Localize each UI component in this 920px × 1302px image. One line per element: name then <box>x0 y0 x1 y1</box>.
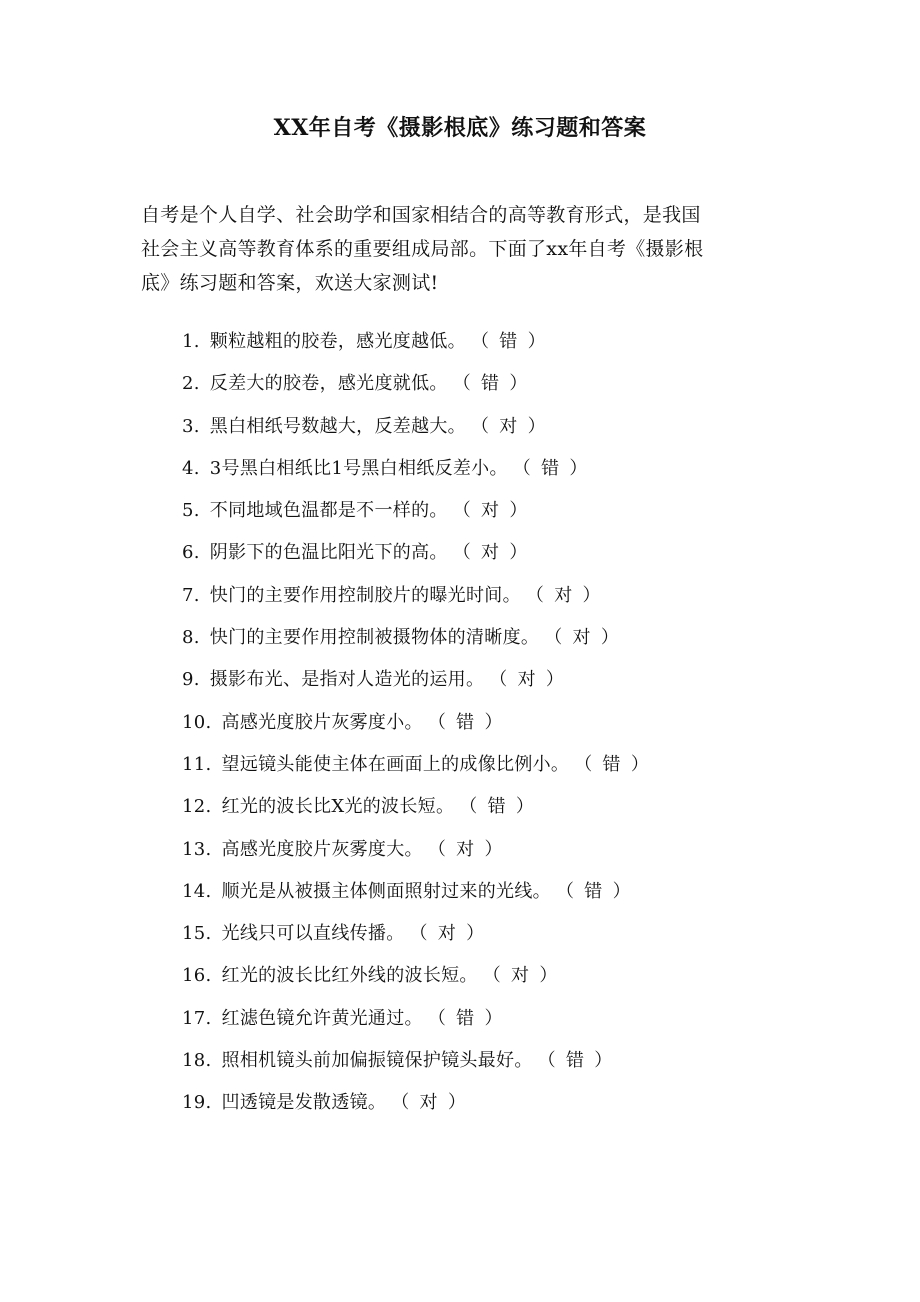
question-number: 9. <box>182 669 200 691</box>
list-item <box>182 663 802 705</box>
list-item <box>182 959 802 1001</box>
paren-open: （ <box>479 415 490 437</box>
paren-close: ） <box>509 373 528 395</box>
answer-group <box>437 1008 503 1029</box>
question-text: 3号黑白相纸比1号黑白相纸反差小。 <box>209 457 508 479</box>
list-item <box>182 579 802 621</box>
list-item <box>182 367 802 409</box>
intro-line: 社会主义高等教育体系的重要组成局部。下面了xx年自考《摄影根 <box>141 238 704 260</box>
list-item <box>182 410 802 452</box>
paren-close: ） <box>545 669 565 691</box>
list-item <box>182 706 802 748</box>
question-list <box>182 325 802 1129</box>
answer-value: 对 <box>437 923 457 945</box>
answer-value: 错 <box>541 457 560 479</box>
question-number: 15. <box>182 923 212 945</box>
question-text: 不同地域色温都是不一样的。 <box>209 500 448 522</box>
question-text: 快门的主要作用控制被摄物体的清晰度。 <box>209 627 540 649</box>
question-number: 7. <box>182 584 200 606</box>
answer-group <box>419 923 485 944</box>
answer-value: 错 <box>456 711 475 733</box>
question-text: 颗粒越粗的胶卷，感光度越低。 <box>209 331 466 352</box>
answer-group <box>437 839 503 860</box>
list-item <box>182 917 802 959</box>
paren-open: （ <box>491 965 502 987</box>
answer-value: 对 <box>517 669 536 691</box>
paren-open: （ <box>479 331 490 352</box>
list-item <box>182 536 802 578</box>
paren-open: （ <box>436 838 447 860</box>
document-title: XX年自考《摄影根底》练习题和答案 <box>273 115 647 141</box>
paren-close: ） <box>484 838 503 860</box>
question-number: 5. <box>182 500 200 522</box>
list-item <box>182 1044 802 1086</box>
answer-value: 错 <box>487 796 506 818</box>
answer-group <box>492 965 558 986</box>
answer-value: 错 <box>481 373 500 395</box>
question-number: 10. <box>182 711 212 733</box>
answer-group <box>535 585 601 606</box>
answer-group <box>468 796 534 817</box>
paren-open: （ <box>436 711 447 733</box>
question-text: 顺光是从被摄主体侧面照射过来的光线。 <box>221 880 551 902</box>
answer-value: 错 <box>602 753 621 775</box>
paren-close: ） <box>612 880 631 902</box>
list-item <box>182 452 802 494</box>
answer-group <box>553 627 619 648</box>
answer-value: 错 <box>499 331 518 352</box>
answer-group <box>498 669 564 690</box>
list-item <box>182 1086 802 1128</box>
list-item <box>182 748 802 790</box>
question-number: 17. <box>182 1007 212 1029</box>
answer-group <box>583 754 649 775</box>
paren-close: ） <box>515 796 535 818</box>
answer-group <box>462 542 528 563</box>
paren-open: （ <box>553 627 563 649</box>
answer-group <box>480 416 546 437</box>
paren-open: （ <box>498 669 508 691</box>
answer-value: 错 <box>584 880 603 902</box>
intro-line: 自考是个人自学、社会助学和国家相结合的高等教育形式，是我国 <box>141 204 701 226</box>
paren-open: （ <box>461 542 471 564</box>
question-text: 红光的波长比红外线的波长短。 <box>221 965 478 987</box>
answer-value: 对 <box>511 965 530 987</box>
question-number: 16. <box>182 965 212 987</box>
answer-value: 对 <box>554 584 573 606</box>
answer-group <box>462 373 528 394</box>
answer-group <box>462 500 528 521</box>
paren-close: ） <box>509 542 528 564</box>
paren-close: ） <box>600 627 620 649</box>
list-item <box>182 1002 802 1044</box>
answer-value: 对 <box>572 627 591 649</box>
question-number: 1. <box>182 331 200 352</box>
question-number: 11. <box>182 753 212 775</box>
paren-open: （ <box>583 753 593 775</box>
question-number: 19. <box>182 1092 212 1114</box>
answer-group <box>480 331 546 352</box>
paren-open: （ <box>521 457 532 479</box>
answer-value: 对 <box>481 500 500 522</box>
question-number: 18. <box>182 1050 212 1072</box>
answer-group <box>547 1050 613 1071</box>
question-text: 红滤色镜允许黄光通过。 <box>221 1007 423 1029</box>
paren-close: ） <box>569 457 588 479</box>
question-text: 阴影下的色温比阳光下的高。 <box>209 542 448 564</box>
question-text: 反差大的胶卷，感光度就低。 <box>209 373 448 395</box>
paren-close: ） <box>484 711 503 733</box>
paren-open: （ <box>461 373 471 395</box>
paren-close: ） <box>484 1007 503 1029</box>
paren-open: （ <box>564 880 575 902</box>
answer-value: 错 <box>456 1007 475 1029</box>
question-number: 13. <box>182 838 212 860</box>
paren-open: （ <box>461 500 471 522</box>
paren-open: （ <box>546 1050 556 1072</box>
question-text: 黑白相纸号数越大，反差越大。 <box>209 415 466 437</box>
question-text: 红光的波长比X光的波长短。 <box>221 796 455 818</box>
paren-close: ） <box>594 1050 613 1072</box>
paren-close: ） <box>447 1092 467 1114</box>
paren-close: ） <box>509 500 528 522</box>
question-number: 14. <box>182 880 212 902</box>
question-text: 凹透镜是发散透镜。 <box>221 1092 387 1114</box>
intro-line: 底》练习题和答案，欢送大家测试! <box>141 272 439 294</box>
list-item <box>182 833 802 875</box>
list-item <box>182 325 802 367</box>
answer-group <box>437 712 503 733</box>
paren-close: ） <box>466 923 485 945</box>
question-text: 照相机镜头前加偏振镜保护镜头最好。 <box>221 1050 533 1072</box>
paren-close: ） <box>527 331 546 352</box>
list-item <box>182 621 802 663</box>
paren-open: （ <box>468 796 478 818</box>
question-number: 12. <box>182 796 212 818</box>
paren-open: （ <box>418 923 428 945</box>
question-text: 摄影布光、是指对人造光的运用。 <box>209 669 485 691</box>
answer-group <box>400 1092 466 1113</box>
question-text: 高感光度胶片灰雾度大。 <box>221 838 423 860</box>
paren-close: ） <box>582 584 601 606</box>
answer-value: 对 <box>419 1092 438 1114</box>
intro-paragraph <box>141 198 781 300</box>
answer-value: 错 <box>565 1050 585 1072</box>
question-number: 3. <box>182 415 200 437</box>
paren-open: （ <box>400 1092 410 1114</box>
paren-close: ） <box>527 415 546 437</box>
paren-close: ） <box>630 753 650 775</box>
list-item <box>182 875 802 917</box>
answer-group <box>565 881 631 902</box>
answer-value: 对 <box>456 838 475 860</box>
list-item <box>182 790 802 832</box>
question-number: 2. <box>182 373 200 395</box>
question-text: 快门的主要作用控制胶片的曝光时间。 <box>209 584 521 606</box>
question-number: 6. <box>182 542 200 564</box>
question-text: 高感光度胶片灰雾度小。 <box>221 711 423 733</box>
answer-group <box>522 458 588 479</box>
question-number: 4. <box>182 457 200 479</box>
answer-value: 对 <box>499 415 518 437</box>
question-text: 望远镜头能使主体在画面上的成像比例小。 <box>221 753 570 775</box>
paren-open: （ <box>436 1007 447 1029</box>
paren-close: ） <box>539 965 558 987</box>
question-text: 光线只可以直线传播。 <box>221 923 405 945</box>
answer-value: 对 <box>481 542 500 564</box>
question-number: 8. <box>182 627 200 649</box>
paren-open: （ <box>534 584 545 606</box>
list-item <box>182 494 802 536</box>
